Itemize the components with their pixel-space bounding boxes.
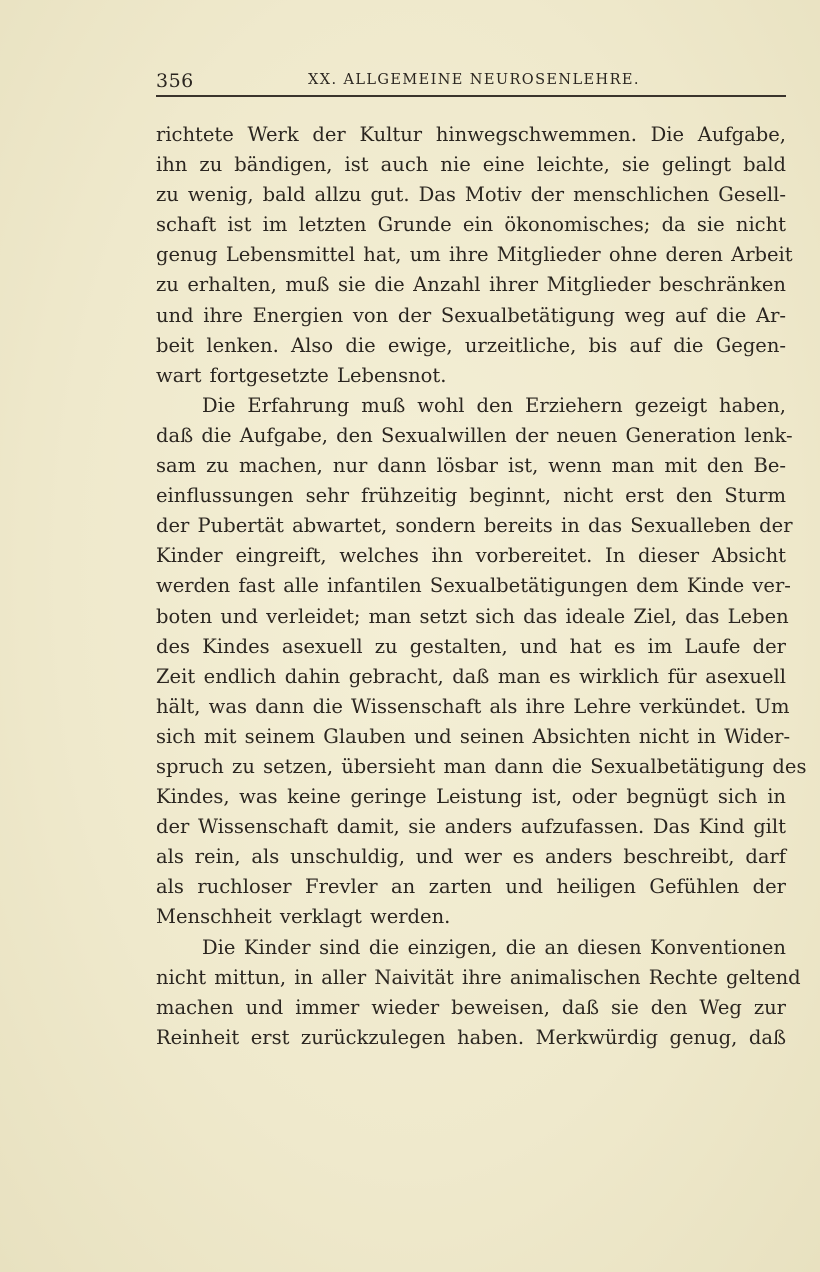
- text-line: einflussungen sehr frühzeitig beginnt, nicht erst den Sturm: [156, 484, 786, 508]
- text-line: der Wissenschaft damit, sie anders aufzufassen. Das Kind gilt: [156, 815, 786, 839]
- text-line: Kindes, was keine geringe Leistung ist, oder begnügt sich in: [156, 785, 786, 809]
- header-rule: [156, 95, 786, 97]
- text-line: boten und verleidet; man setzt sich das ideale Ziel, das Leben: [156, 604, 789, 628]
- text-line: Die Erfahrung muß wohl den Erziehern gezeigt haben,: [202, 393, 786, 417]
- text-line: sich mit seinem Glauben und seinen Absichten nicht in Wider-: [156, 724, 791, 748]
- text-line: genug Lebensmittel hat, um ihre Mitglieder ohne deren Arbeit: [156, 243, 793, 267]
- text-line: des Kindes asexuell zu gestalten, und hat es im Laufe der: [156, 634, 786, 658]
- text-line: sam zu machen, nur dann lösbar ist, wenn man mit den Be-: [156, 454, 786, 478]
- text-line: Zeit endlich dahin gebracht, daß man es wirklich für asexuell: [156, 664, 786, 688]
- body-text: [156, 120, 807, 1053]
- text-line: zu wenig, bald allzu gut. Das Motiv der menschlichen Gesell-: [156, 183, 786, 207]
- text-line: wart fortgesetzte Lebensnot.: [156, 363, 447, 387]
- text-line: ihn zu bändigen, ist auch nie eine leichte, sie gelingt bald: [156, 153, 786, 177]
- text-line: Die Kinder sind die einzigen, die an diesen Konventionen: [202, 935, 786, 959]
- page-header: [156, 70, 786, 94]
- text-line: daß die Aufgabe, den Sexualwillen der neuen Generation lenk-: [156, 423, 793, 447]
- text-line: schaft ist im letzten Grunde ein ökonomisches; da sie nicht: [156, 213, 786, 237]
- page-number: 356: [156, 70, 194, 92]
- text-line: werden fast alle infantilen Sexualbetätigungen dem Kinde ver-: [156, 574, 791, 598]
- text-line: als rein, als unschuldig, und wer es anders beschreibt, darf: [156, 845, 786, 869]
- text-line: und ihre Energien von der Sexualbetätigung weg auf die Ar-: [156, 303, 786, 327]
- text-line: Kinder eingreift, welches ihn vorbereitet. In dieser Absicht: [156, 544, 786, 568]
- text-line: Reinheit erst zurückzulegen haben. Merkwürdig genug, daß: [156, 1025, 786, 1049]
- running-title: XX. ALLGEMEINE NEUROSENLEHRE.: [308, 72, 640, 88]
- text-line: spruch zu setzen, übersieht man dann die Sexualbetätigung des: [156, 754, 807, 778]
- text-line: beit lenken. Also die ewige, urzeitliche, bis auf die Gegen-: [156, 333, 786, 357]
- text-line: nicht mittun, in aller Naivität ihre animalischen Rechte geltend: [156, 965, 801, 989]
- text-line: der Pubertät abwartet, sondern bereits in das Sexualleben der: [156, 514, 793, 538]
- text-line: als ruchloser Frevler an zarten und heiligen Gefühlen der: [156, 875, 786, 899]
- text-line: richtete Werk der Kultur hinwegschwemmen. Die Aufgabe,: [156, 123, 786, 146]
- text-line: hält, was dann die Wissenschaft als ihre Lehre verkündet. Um: [156, 694, 790, 718]
- text-line: Menschheit verklagt werden.: [156, 905, 451, 929]
- text-line: zu erhalten, muß sie die Anzahl ihrer Mitglieder beschränken: [156, 273, 786, 297]
- text-line: machen und immer wieder beweisen, daß sie den Weg zur: [156, 995, 786, 1019]
